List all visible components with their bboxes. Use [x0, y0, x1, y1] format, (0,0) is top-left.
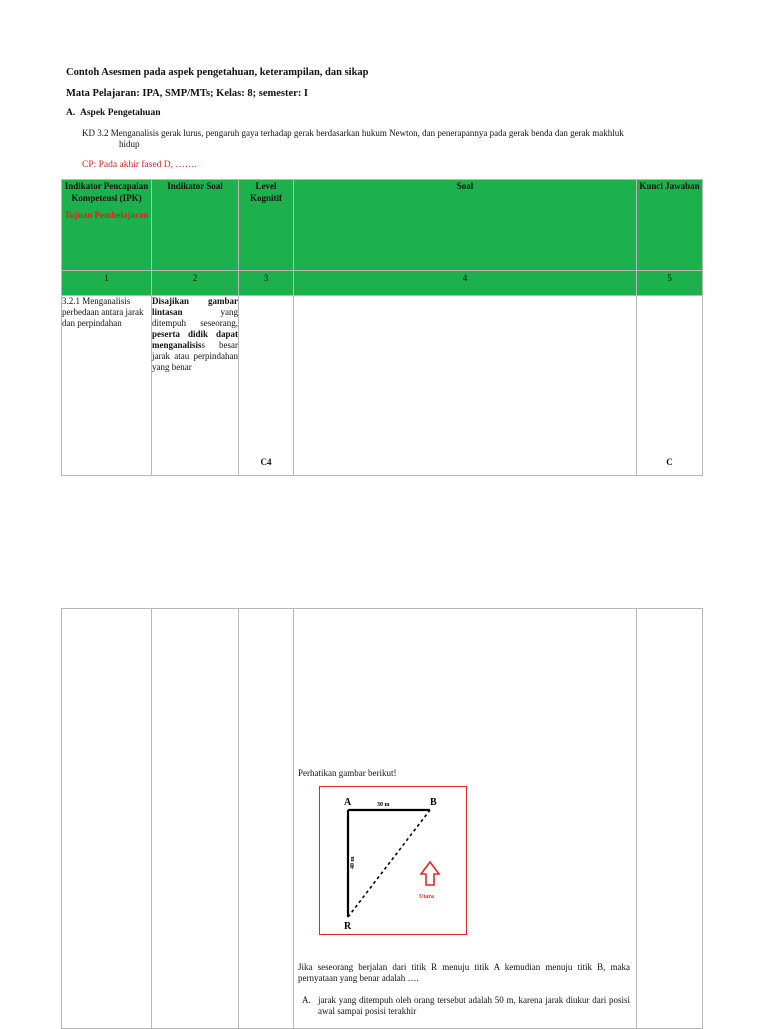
cp-statement: CP: Pada akhir fased D, ……. [82, 160, 197, 170]
label-40m: 40 m [350, 856, 356, 869]
column-number: 4 [294, 271, 637, 296]
option-a-text: jarak yang ditempuh oleh orang tersebut adalah 50 m, karena jarak diukur dari posisi awal sampai posisi terakhir [318, 995, 630, 1016]
level-cell: C4 [239, 296, 294, 476]
label-utara: Utara [419, 894, 434, 900]
table-number-row [62, 271, 703, 296]
indikator-text-1: yang ditempuh seseorang, [152, 307, 238, 328]
header-tujuan-label: Tujuan Pembelajaran [64, 210, 149, 220]
indikator-soal-cell [152, 296, 239, 476]
column-number: 2 [152, 271, 239, 296]
ipk-cell: 3.2.1 Menganalisis perbedaan antara jarak dan perpindahan [62, 296, 152, 476]
option-a-label: A. [302, 995, 311, 1005]
label-30m: 30 m [377, 802, 390, 808]
header-ipk [62, 180, 152, 271]
path-diagram [320, 787, 466, 934]
column-number: 5 [637, 271, 703, 296]
kunci-cell: C [637, 296, 703, 476]
column-number: 3 [239, 271, 294, 296]
header-soal: Soal [294, 180, 637, 271]
kd-line-2: hidup [119, 139, 140, 149]
header-kunci-jawaban: Kunci Jawaban [637, 180, 703, 271]
table-header-row [62, 180, 703, 271]
subject-line: Mata Pelajaran: IPA, SMP/MTs; Kelas: 8; semester: I [66, 88, 309, 99]
question-intro: Perhatikan gambar berikut! [298, 768, 397, 778]
indikator-soal-cell [152, 609, 239, 1029]
header-ipk-label: Indikator Pencapaian Kompetensi (IPK) [64, 181, 149, 203]
table-row [62, 296, 703, 476]
label-a: A [344, 797, 352, 808]
section-heading: A. Aspek Pengetahuan [66, 108, 161, 118]
header-level-kognitif: Level Kognitif [239, 180, 294, 271]
ipk-cell [62, 609, 152, 1029]
assessment-table [61, 179, 703, 476]
label-b: B [430, 797, 437, 808]
kunci-cell [637, 609, 703, 1029]
column-number: 1 [62, 271, 152, 296]
level-cell [239, 609, 294, 1029]
indikator-text-2: s besar jarak atau perpindahan yang benar [152, 340, 238, 372]
indikator-bold-1: Disajikan gambar lintasan [152, 296, 238, 317]
label-r: R [344, 921, 352, 932]
option-a [302, 995, 630, 1017]
path-figure [319, 786, 467, 935]
header-indikator-soal: Indikator Soal [152, 180, 239, 271]
line-rb-dashed [348, 810, 430, 917]
kd-line-1: KD 3.2 Menganalisis gerak lurus, pengaruh gaya terhadap gerak berdasarkan hukum Newton, dan penerapannya pada gerak benda dan gerak makhluk [82, 128, 624, 138]
north-arrow-icon [421, 862, 439, 885]
indikator-bold-2: peserta didik dapat menganalisis [152, 329, 238, 350]
soal-cell [294, 296, 637, 476]
document-title: Contoh Asesmen pada aspek pengetahuan, keterampilan, dan sikap [66, 67, 369, 78]
kd-statement [82, 128, 704, 150]
question-text: Jika seseorang berjalan dari titik R menuju titik A kemudian menuju titik B, maka pernyataan yang benar adalah …. [298, 962, 630, 983]
